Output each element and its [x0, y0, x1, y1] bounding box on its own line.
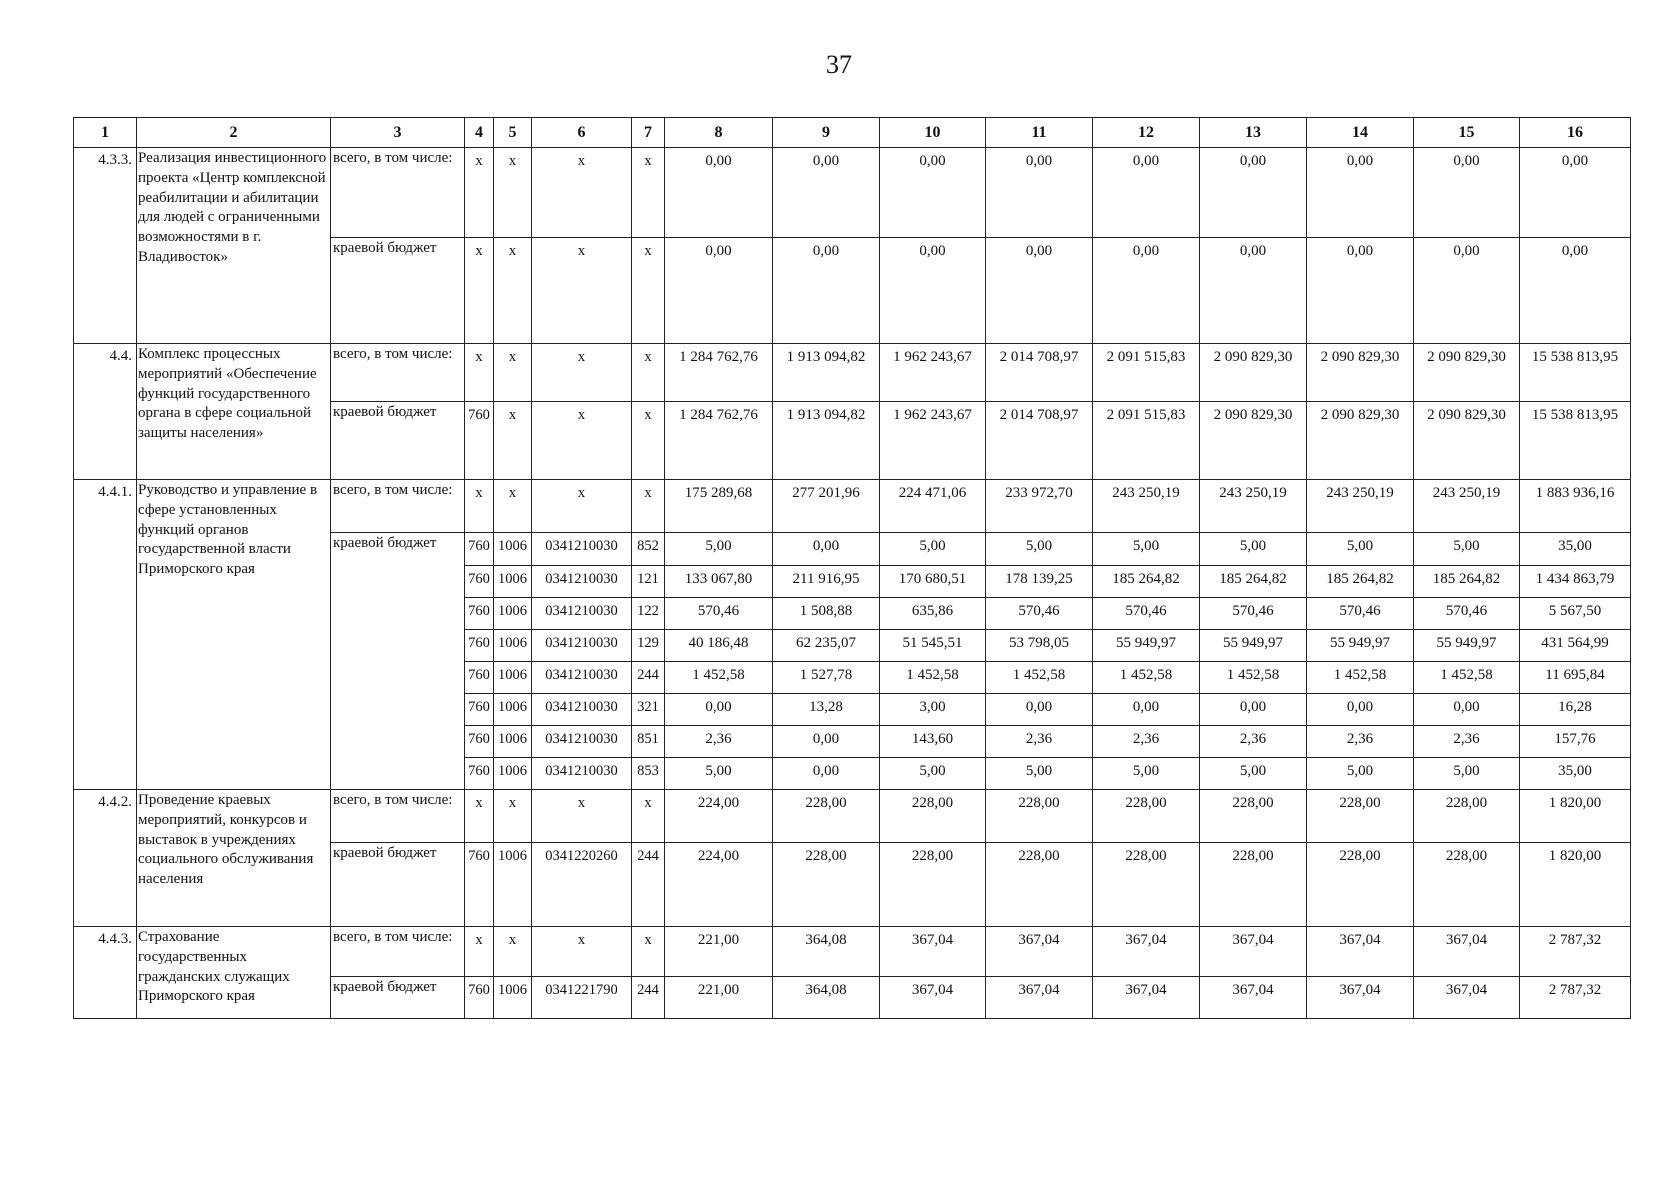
table-body	[74, 118, 1631, 1019]
amount-cell: 0,00	[1414, 694, 1520, 726]
budget-code-cell: 760	[465, 843, 494, 927]
budget-code-cell: 760	[465, 694, 494, 726]
column-number-cell: 10	[880, 118, 986, 148]
amount-cell: 364,08	[773, 927, 880, 977]
amount-cell: 570,46	[1200, 598, 1307, 630]
budget-code-cell: 121	[632, 566, 665, 598]
amount-cell: 367,04	[1093, 927, 1200, 977]
amount-cell: 2,36	[1093, 726, 1200, 758]
amount-cell: 0,00	[1414, 238, 1520, 344]
budget-code-cell: 129	[632, 630, 665, 662]
amount-cell: 1 452,58	[1200, 662, 1307, 694]
amount-cell: 2 090 829,30	[1200, 344, 1307, 402]
funding-source-cell: краевой бюджет	[331, 402, 465, 480]
column-number-cell: 9	[773, 118, 880, 148]
amount-cell: 2,36	[986, 726, 1093, 758]
amount-cell: 0,00	[1520, 238, 1631, 344]
amount-cell: 5,00	[986, 758, 1093, 790]
amount-cell: 5 567,50	[1520, 598, 1631, 630]
budget-code-cell: x	[494, 344, 532, 402]
amount-cell: 0,00	[773, 238, 880, 344]
amount-cell: 185 264,82	[1093, 566, 1200, 598]
amount-cell: 2,36	[1307, 726, 1414, 758]
budget-code-cell: 0341210030	[532, 630, 632, 662]
amount-cell: 277 201,96	[773, 480, 880, 533]
amount-cell: 367,04	[1307, 927, 1414, 977]
amount-cell: 185 264,82	[1414, 566, 1520, 598]
amount-cell: 224,00	[665, 843, 773, 927]
amount-cell: 0,00	[665, 694, 773, 726]
budget-code-cell: 244	[632, 843, 665, 927]
column-number-row	[74, 118, 1631, 148]
amount-cell: 367,04	[880, 977, 986, 1019]
amount-cell: 224,00	[665, 790, 773, 843]
amount-cell: 2,36	[1414, 726, 1520, 758]
amount-cell: 2 090 829,30	[1307, 402, 1414, 480]
amount-cell: 367,04	[1414, 927, 1520, 977]
budget-code-cell: 851	[632, 726, 665, 758]
amount-cell: 40 186,48	[665, 630, 773, 662]
budget-code-cell: 0341220260	[532, 843, 632, 927]
amount-cell: 228,00	[986, 843, 1093, 927]
budget-code-cell: 321	[632, 694, 665, 726]
column-number-cell: 4	[465, 118, 494, 148]
amount-cell: 221,00	[665, 977, 773, 1019]
amount-cell: 2,36	[665, 726, 773, 758]
amount-cell: 367,04	[1307, 977, 1414, 1019]
amount-cell: 228,00	[1200, 790, 1307, 843]
table-row	[74, 148, 1631, 238]
budget-code-cell: x	[532, 148, 632, 238]
amount-cell: 5,00	[1414, 758, 1520, 790]
budget-code-cell: x	[532, 344, 632, 402]
amount-cell: 170 680,51	[880, 566, 986, 598]
column-number-cell: 14	[1307, 118, 1414, 148]
budget-code-cell: 1006	[494, 758, 532, 790]
amount-cell: 1 284 762,76	[665, 344, 773, 402]
amount-cell: 367,04	[880, 927, 986, 977]
budget-code-cell: 1006	[494, 977, 532, 1019]
item-name-cell: Руководство и управление в сфере установленных функций органов государственной власти Приморского края	[137, 480, 331, 790]
amount-cell: 228,00	[1414, 790, 1520, 843]
column-number-cell: 8	[665, 118, 773, 148]
budget-table	[73, 117, 1631, 1019]
budget-code-cell: x	[632, 148, 665, 238]
budget-code-cell: 760	[465, 630, 494, 662]
amount-cell: 243 250,19	[1093, 480, 1200, 533]
amount-cell: 0,00	[986, 238, 1093, 344]
budget-code-cell: x	[532, 238, 632, 344]
amount-cell: 0,00	[1200, 694, 1307, 726]
amount-cell: 570,46	[1093, 598, 1200, 630]
budget-code-cell: 760	[465, 566, 494, 598]
amount-cell: 1 820,00	[1520, 790, 1631, 843]
amount-cell: 0,00	[986, 694, 1093, 726]
amount-cell: 367,04	[1093, 977, 1200, 1019]
amount-cell: 175 289,68	[665, 480, 773, 533]
funding-source-cell: краевой бюджет	[331, 238, 465, 344]
budget-code-cell: 1006	[494, 566, 532, 598]
budget-code-cell: 853	[632, 758, 665, 790]
amount-cell: 5,00	[1093, 533, 1200, 566]
amount-cell: 0,00	[1307, 238, 1414, 344]
amount-cell: 0,00	[1520, 148, 1631, 238]
amount-cell: 0,00	[773, 758, 880, 790]
column-number-cell: 7	[632, 118, 665, 148]
item-number-cell: 4.4.2.	[74, 790, 137, 927]
budget-code-cell: x	[494, 238, 532, 344]
funding-source-cell: всего, в том числе:	[331, 790, 465, 843]
budget-code-cell: 1006	[494, 726, 532, 758]
item-number-cell: 4.4.3.	[74, 927, 137, 1019]
amount-cell: 233 972,70	[986, 480, 1093, 533]
amount-cell: 1 527,78	[773, 662, 880, 694]
item-name-cell: Реализация инвестиционного проекта «Центр комплексной реабилитации и абилитации для людей с ограниченными возможностями в г. Владивосток»	[137, 148, 331, 344]
budget-code-cell: 760	[465, 662, 494, 694]
amount-cell: 635,86	[880, 598, 986, 630]
amount-cell: 0,00	[1307, 694, 1414, 726]
amount-cell: 228,00	[1414, 843, 1520, 927]
column-number-cell: 15	[1414, 118, 1520, 148]
amount-cell: 367,04	[1200, 977, 1307, 1019]
budget-code-cell: x	[465, 480, 494, 533]
amount-cell: 157,76	[1520, 726, 1631, 758]
amount-cell: 0,00	[665, 148, 773, 238]
amount-cell: 5,00	[1414, 533, 1520, 566]
amount-cell: 1 434 863,79	[1520, 566, 1631, 598]
page-number: 37	[826, 50, 852, 79]
funding-source-cell: краевой бюджет	[331, 533, 465, 790]
amount-cell: 1 284 762,76	[665, 402, 773, 480]
amount-cell: 55 949,97	[1414, 630, 1520, 662]
amount-cell: 0,00	[1093, 238, 1200, 344]
column-number-cell: 11	[986, 118, 1093, 148]
item-number-cell: 4.4.1.	[74, 480, 137, 790]
amount-cell: 0,00	[1093, 148, 1200, 238]
amount-cell: 228,00	[1307, 843, 1414, 927]
table-row	[74, 344, 1631, 402]
budget-code-cell: x	[494, 790, 532, 843]
amount-cell: 2 091 515,83	[1093, 402, 1200, 480]
budget-code-cell: 1006	[494, 843, 532, 927]
column-number-cell: 3	[331, 118, 465, 148]
budget-code-cell: 1006	[494, 694, 532, 726]
amount-cell: 367,04	[986, 927, 1093, 977]
amount-cell: 0,00	[1414, 148, 1520, 238]
amount-cell: 364,08	[773, 977, 880, 1019]
amount-cell: 2 787,32	[1520, 927, 1631, 977]
budget-code-cell: 1006	[494, 598, 532, 630]
budget-code-cell: x	[632, 480, 665, 533]
budget-code-cell: 244	[632, 977, 665, 1019]
amount-cell: 1 883 936,16	[1520, 480, 1631, 533]
column-number-cell: 16	[1520, 118, 1631, 148]
amount-cell: 178 139,25	[986, 566, 1093, 598]
amount-cell: 0,00	[1200, 238, 1307, 344]
amount-cell: 570,46	[986, 598, 1093, 630]
amount-cell: 228,00	[880, 790, 986, 843]
budget-code-cell: 0341210030	[532, 533, 632, 566]
budget-code-cell: x	[632, 402, 665, 480]
budget-code-cell: x	[465, 344, 494, 402]
amount-cell: 35,00	[1520, 758, 1631, 790]
amount-cell: 16,28	[1520, 694, 1631, 726]
amount-cell: 5,00	[880, 533, 986, 566]
item-name-cell: Комплекс процессных мероприятий «Обеспечение функций государственного органа в сфере социальной защиты населения»	[137, 344, 331, 480]
amount-cell: 228,00	[1200, 843, 1307, 927]
amount-cell: 13,28	[773, 694, 880, 726]
column-number-cell: 6	[532, 118, 632, 148]
amount-cell: 1 452,58	[1307, 662, 1414, 694]
column-number-cell: 1	[74, 118, 137, 148]
budget-code-cell: x	[532, 402, 632, 480]
budget-code-cell: x	[465, 927, 494, 977]
amount-cell: 2 090 829,30	[1307, 344, 1414, 402]
column-number-cell: 12	[1093, 118, 1200, 148]
budget-code-cell: x	[465, 148, 494, 238]
budget-code-cell: 0341210030	[532, 694, 632, 726]
amount-cell: 367,04	[1414, 977, 1520, 1019]
amount-cell: 243 250,19	[1200, 480, 1307, 533]
budget-code-cell: 760	[465, 598, 494, 630]
budget-code-cell: 1006	[494, 533, 532, 566]
budget-code-cell: 244	[632, 662, 665, 694]
amount-cell: 0,00	[665, 238, 773, 344]
amount-cell: 5,00	[1307, 758, 1414, 790]
amount-cell: 185 264,82	[1200, 566, 1307, 598]
budget-code-cell: 760	[465, 726, 494, 758]
amount-cell: 570,46	[665, 598, 773, 630]
amount-cell: 228,00	[773, 843, 880, 927]
amount-cell: 51 545,51	[880, 630, 986, 662]
budget-code-cell: 760	[465, 533, 494, 566]
amount-cell: 2 014 708,97	[986, 344, 1093, 402]
budget-code-cell: x	[532, 480, 632, 533]
amount-cell: 0,00	[880, 238, 986, 344]
budget-code-cell: x	[632, 344, 665, 402]
amount-cell: 5,00	[986, 533, 1093, 566]
funding-source-cell: краевой бюджет	[331, 843, 465, 927]
amount-cell: 367,04	[1200, 927, 1307, 977]
table-row	[74, 480, 1631, 533]
budget-code-cell: 0341210030	[532, 662, 632, 694]
funding-source-cell: всего, в том числе:	[331, 927, 465, 977]
amount-cell: 2 090 829,30	[1200, 402, 1307, 480]
amount-cell: 1 452,58	[986, 662, 1093, 694]
amount-cell: 3,00	[880, 694, 986, 726]
amount-cell: 211 916,95	[773, 566, 880, 598]
budget-code-cell: 852	[632, 533, 665, 566]
amount-cell: 185 264,82	[1307, 566, 1414, 598]
amount-cell: 228,00	[773, 790, 880, 843]
amount-cell: 228,00	[1093, 843, 1200, 927]
amount-cell: 1 452,58	[1093, 662, 1200, 694]
budget-code-cell: x	[494, 402, 532, 480]
amount-cell: 1 508,88	[773, 598, 880, 630]
amount-cell: 53 798,05	[986, 630, 1093, 662]
amount-cell: 1 820,00	[1520, 843, 1631, 927]
budget-code-cell: x	[632, 927, 665, 977]
budget-code-cell: 0341210030	[532, 758, 632, 790]
amount-cell: 5,00	[1200, 533, 1307, 566]
amount-cell: 228,00	[1093, 790, 1200, 843]
budget-code-cell: x	[494, 148, 532, 238]
budget-code-cell: 760	[465, 977, 494, 1019]
amount-cell: 55 949,97	[1200, 630, 1307, 662]
funding-source-cell: краевой бюджет	[331, 977, 465, 1019]
amount-cell: 133 067,80	[665, 566, 773, 598]
budget-code-cell: 1006	[494, 630, 532, 662]
amount-cell: 431 564,99	[1520, 630, 1631, 662]
amount-cell: 0,00	[773, 148, 880, 238]
amount-cell: 0,00	[880, 148, 986, 238]
column-number-cell: 2	[137, 118, 331, 148]
amount-cell: 570,46	[1414, 598, 1520, 630]
amount-cell: 1 913 094,82	[773, 344, 880, 402]
funding-source-cell: всего, в том числе:	[331, 148, 465, 238]
amount-cell: 1 452,58	[880, 662, 986, 694]
amount-cell: 2 014 708,97	[986, 402, 1093, 480]
amount-cell: 367,04	[986, 977, 1093, 1019]
amount-cell: 2 090 829,30	[1414, 402, 1520, 480]
amount-cell: 5,00	[1307, 533, 1414, 566]
budget-code-cell: x	[632, 790, 665, 843]
item-number-cell: 4.3.3.	[74, 148, 137, 344]
budget-code-cell: 0341221790	[532, 977, 632, 1019]
amount-cell: 228,00	[1307, 790, 1414, 843]
amount-cell: 0,00	[986, 148, 1093, 238]
amount-cell: 1 913 094,82	[773, 402, 880, 480]
amount-cell: 570,46	[1307, 598, 1414, 630]
amount-cell: 1 962 243,67	[880, 402, 986, 480]
budget-code-cell: x	[532, 927, 632, 977]
amount-cell: 0,00	[773, 726, 880, 758]
item-number-cell: 4.4.	[74, 344, 137, 480]
budget-code-cell: 122	[632, 598, 665, 630]
amount-cell: 2 091 515,83	[1093, 344, 1200, 402]
amount-cell: 2 787,32	[1520, 977, 1631, 1019]
funding-source-cell: всего, в том числе:	[331, 480, 465, 533]
table-row	[74, 927, 1631, 977]
amount-cell: 11 695,84	[1520, 662, 1631, 694]
budget-code-cell: x	[632, 238, 665, 344]
amount-cell: 0,00	[1200, 148, 1307, 238]
amount-cell: 1 962 243,67	[880, 344, 986, 402]
budget-code-cell: 760	[465, 402, 494, 480]
budget-code-cell: 1006	[494, 662, 532, 694]
amount-cell: 0,00	[1093, 694, 1200, 726]
amount-cell: 15 538 813,95	[1520, 402, 1631, 480]
amount-cell: 5,00	[1200, 758, 1307, 790]
amount-cell: 1 452,58	[665, 662, 773, 694]
amount-cell: 15 538 813,95	[1520, 344, 1631, 402]
amount-cell: 224 471,06	[880, 480, 986, 533]
amount-cell: 243 250,19	[1414, 480, 1520, 533]
amount-cell: 55 949,97	[1307, 630, 1414, 662]
amount-cell: 62 235,07	[773, 630, 880, 662]
amount-cell: 5,00	[665, 533, 773, 566]
budget-code-cell: x	[465, 238, 494, 344]
budget-code-cell: 0341210030	[532, 726, 632, 758]
amount-cell: 0,00	[1307, 148, 1414, 238]
amount-cell: 35,00	[1520, 533, 1631, 566]
budget-code-cell: 760	[465, 758, 494, 790]
item-name-cell: Проведение краевых мероприятий, конкурсов и выставок в учреждениях социального обслуживания населения	[137, 790, 331, 927]
budget-code-cell: x	[465, 790, 494, 843]
table-row	[74, 790, 1631, 843]
budget-code-cell: 0341210030	[532, 598, 632, 630]
column-number-cell: 13	[1200, 118, 1307, 148]
amount-cell: 221,00	[665, 927, 773, 977]
budget-code-cell: x	[494, 480, 532, 533]
budget-code-cell: x	[532, 790, 632, 843]
amount-cell: 5,00	[880, 758, 986, 790]
item-name-cell: Страхование государственных гражданских служащих Приморского края	[137, 927, 331, 1019]
budget-code-cell: 0341210030	[532, 566, 632, 598]
amount-cell: 228,00	[880, 843, 986, 927]
amount-cell: 2 090 829,30	[1414, 344, 1520, 402]
amount-cell: 0,00	[773, 533, 880, 566]
amount-cell: 5,00	[1093, 758, 1200, 790]
amount-cell: 228,00	[986, 790, 1093, 843]
amount-cell: 55 949,97	[1093, 630, 1200, 662]
amount-cell: 1 452,58	[1414, 662, 1520, 694]
column-number-cell: 5	[494, 118, 532, 148]
funding-source-cell: всего, в том числе:	[331, 344, 465, 402]
amount-cell: 143,60	[880, 726, 986, 758]
budget-code-cell: x	[494, 927, 532, 977]
amount-cell: 243 250,19	[1307, 480, 1414, 533]
amount-cell: 5,00	[665, 758, 773, 790]
amount-cell: 2,36	[1200, 726, 1307, 758]
